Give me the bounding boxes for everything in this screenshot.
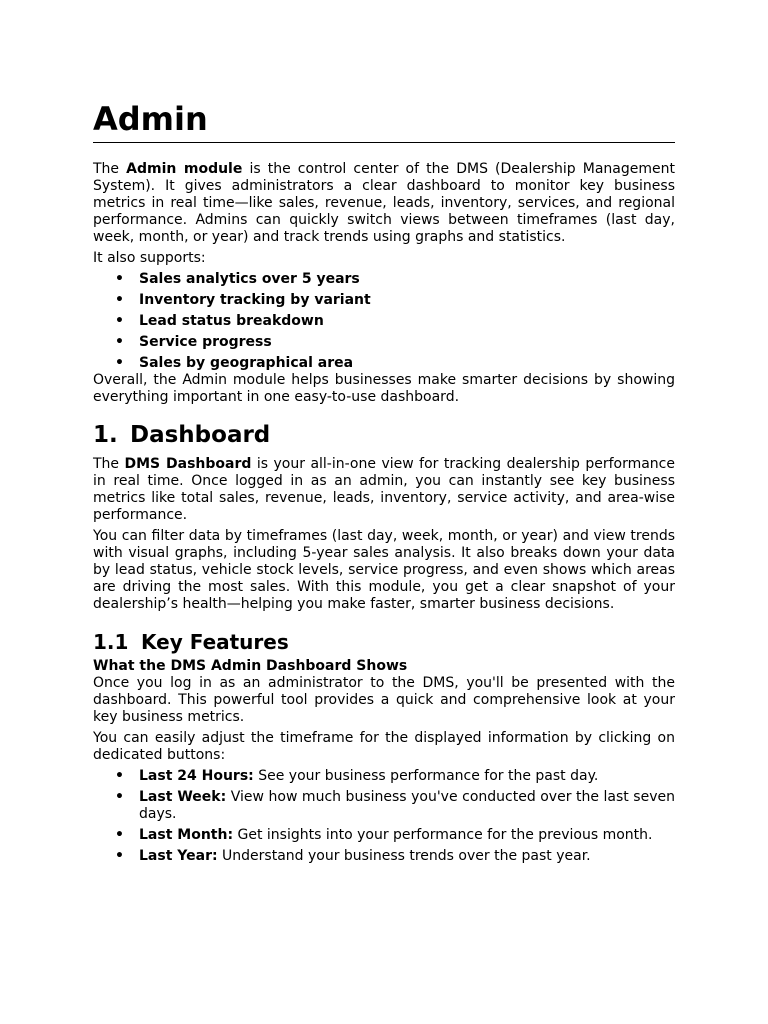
- list-item: [93, 768, 675, 785]
- page-title: Admin: [93, 98, 675, 143]
- list-item: [93, 313, 675, 330]
- section-title: Key Features: [141, 630, 289, 654]
- list-item: [93, 334, 675, 351]
- bullet-icon: •: [115, 848, 124, 864]
- bullet-icon: •: [115, 789, 124, 805]
- bullet-icon: •: [115, 292, 124, 308]
- key-features-paragraph-2: You can easily adjust the timeframe for the displayed information by clicking on dedicated buttons:: [93, 730, 675, 763]
- timeframe-label: Last 24 Hours:: [139, 768, 254, 784]
- dashboard-paragraph-2: You can filter data by timeframes (last day, week, month, or year) and view trends with visual graphs, including 5-year sales analysis. It also breaks down your data by lead status, vehicle stock levels, service progress, and even shows which areas are driving the most sales. With this module, you get a clear snapshot of your dealership’s health—helping you make faster, smarter business decisions.: [93, 528, 675, 612]
- timeframe-label: Last Month:: [139, 827, 234, 843]
- timeframe-text: Get insights into your performance for the previous month.: [233, 827, 653, 843]
- bullet-icon: •: [115, 355, 124, 371]
- list-item: [93, 355, 675, 372]
- dashboard-text-bold: DMS Dashboard: [124, 456, 252, 472]
- overall-paragraph: Overall, the Admin module helps businesses make smarter decisions by showing everything important in one easy-to-use dashboard.: [93, 372, 675, 405]
- document-page: [93, 98, 675, 865]
- intro-text-pre: The: [93, 161, 127, 177]
- section-number: 1.1: [93, 630, 129, 654]
- section-heading-dashboard: [93, 420, 675, 450]
- supports-intro: It also supports:: [93, 250, 206, 266]
- list-item: [93, 827, 675, 844]
- timeframe-text: View how much business you've conducted over the last seven days.: [139, 789, 675, 822]
- section-number: 1.: [93, 422, 118, 448]
- timeframe-text: Understand your business trends over the past year.: [217, 848, 591, 864]
- list-item: [93, 292, 675, 309]
- subheading-what-dashboard-shows: What the DMS Admin Dashboard Shows: [93, 658, 408, 674]
- bullet-icon: •: [115, 334, 124, 350]
- section-title: Dashboard: [130, 422, 271, 448]
- dashboard-paragraph-1: [93, 456, 675, 524]
- bullet-icon: •: [115, 271, 124, 287]
- timeframe-text: See your business performance for the past day.: [253, 768, 599, 784]
- list-item-text: Lead status breakdown: [139, 313, 324, 329]
- intro-text-bold: Admin module: [126, 161, 243, 177]
- section-heading-key-features: [93, 629, 675, 655]
- dashboard-text-post: is your all-in-one view for tracking dealership performance in real time. Once logged in as an admin, you can instantly see key business metrics like total sales, revenue, leads, inventory, service activity, and area-wise performance.: [93, 456, 675, 523]
- list-item-text: Sales analytics over 5 years: [139, 271, 360, 287]
- timeframe-list: [93, 768, 675, 865]
- list-item: [93, 271, 675, 288]
- supports-list: [93, 271, 675, 372]
- key-features-paragraph-1: Once you log in as an administrator to the DMS, you'll be presented with the dashboard. This powerful tool provides a quick and comprehensive look at your key business metrics.: [93, 675, 675, 725]
- timeframe-label: Last Year:: [139, 848, 218, 864]
- intro-paragraph: [93, 161, 675, 246]
- dashboard-text-pre: The: [93, 456, 125, 472]
- list-item-text: Inventory tracking by variant: [139, 292, 371, 308]
- timeframe-label: Last Week:: [139, 789, 227, 805]
- list-item: [93, 789, 675, 823]
- list-item-text: Sales by geographical area: [139, 355, 354, 371]
- bullet-icon: •: [115, 827, 124, 843]
- bullet-icon: •: [115, 768, 124, 784]
- list-item-text: Service progress: [139, 334, 272, 350]
- intro-text-post: is the control center of the DMS (Dealership Management System). It gives administrators a clear dashboard to monitor key business metrics in real time—like sales, revenue, leads, inventory, services, and regional performance. Admins can quickly switch views between timeframes (last day, week, month, or year) and track trends using graphs and statistics.: [93, 161, 675, 245]
- bullet-icon: •: [115, 313, 124, 329]
- list-item: [93, 848, 675, 865]
